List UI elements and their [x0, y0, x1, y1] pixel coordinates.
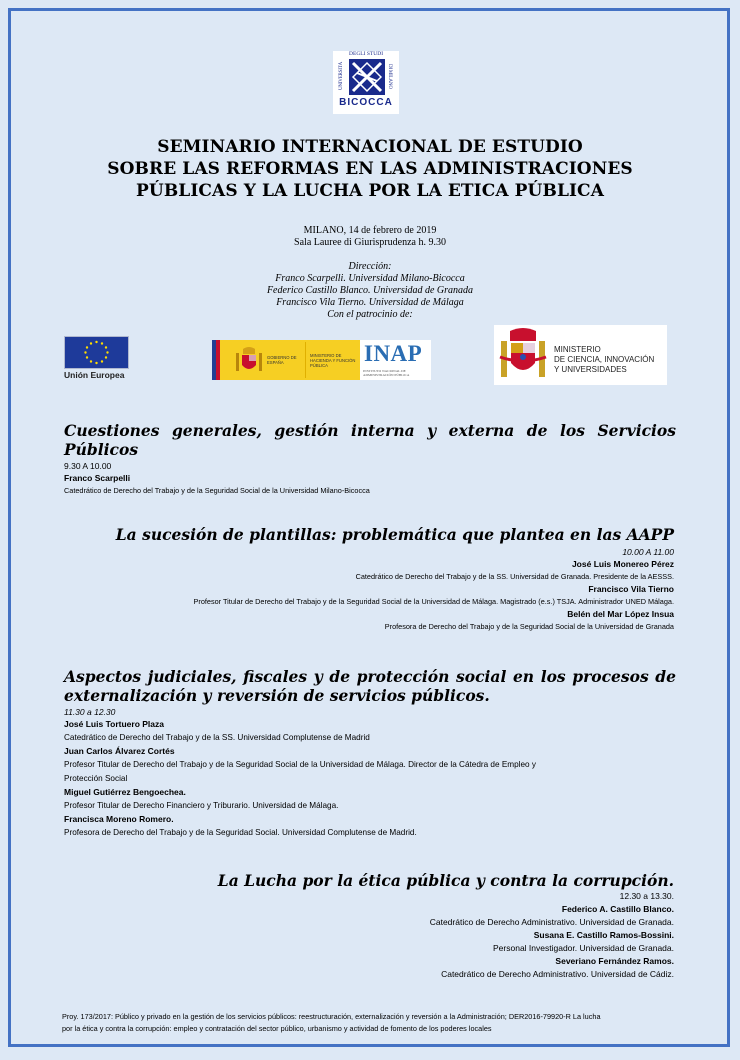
session-4-time: 12.30 a 13.30.	[619, 891, 674, 901]
university-logo	[333, 51, 399, 114]
title-line-3: PÚBLICAS Y LA LUCHA POR LA ETICA PÚBLICA	[136, 181, 604, 201]
logo-top-text: DEGLI STUDI	[349, 51, 384, 57]
speaker-role: Catedrático de Derecho del Trabajo y de la SS. Universidad Complutense de Madrid	[64, 733, 370, 742]
ministerio-hacienda-text: MINISTERIO DE HACIENDA Y FUNCIÓN PÚBLICA	[310, 353, 356, 368]
eu-flag-icon	[64, 336, 129, 369]
logo-bottom-text: BICOCCA	[339, 97, 393, 108]
speaker-role: Catedrático de Derecho del Trabajo y de la Seguridad Social de la Universidad Milano-Bicocca	[64, 486, 370, 495]
director-1: Franco Scarpelli. Universidad Milano-Bicocca	[275, 273, 465, 284]
session-1-title-line-1: Cuestiones generales, gestión interna y externa de los Servicios	[64, 421, 676, 440]
speaker-name: Francisca Moreno Romero.	[64, 814, 174, 824]
speaker-name: Francisco Vila Tierno	[588, 584, 674, 594]
ministerio-ciencia-logo	[494, 325, 667, 385]
logo-left-text: UNIVERSITÀ	[339, 62, 344, 90]
speaker-role: Profesor Titular de Derecho del Trabajo y de la Seguridad Social de la Universidad de Málaga. Magistrado (e.s.) TSJA. Administrador UNED Málaga.	[193, 597, 674, 606]
inap-subtitle: INSTITUTO NACIONAL DE ADMINISTRACIÓN PÚBLICA	[363, 369, 410, 377]
inap-word: INAP	[364, 341, 423, 366]
speaker-name: Severiano Fernández Ramos.	[555, 956, 674, 966]
speaker-name: Susana E. Castillo Ramos-Bossini.	[533, 930, 674, 940]
session-3-title-line-2: externalización y reversión de servicios públicos.	[64, 686, 490, 705]
title-line-1: SEMINARIO INTERNACIONAL DE ESTUDIO	[157, 137, 583, 157]
gobierno-text: GOBIERNO DE ESPAÑA	[267, 355, 297, 365]
footer-line-1: Proy. 173/2017: Público y privado en la gestión de los servicios públicos: reestructuración, externalización y reversión a la Administración; DER2016-79920-R La lucha	[62, 1012, 601, 1021]
speaker-name: José Luis Monereo Pérez	[571, 559, 674, 569]
session-1-time: 9.30 A 10.00	[64, 461, 112, 471]
university-emblem-icon	[349, 59, 385, 95]
sponsor-label: Con el patrocinio de:	[327, 309, 413, 320]
session-1	[64, 421, 676, 497]
speaker-role: Profesora de Derecho del Trabajo y de la Seguridad Social. Universidad Complutense de Madrid.	[64, 828, 417, 837]
speaker-name: José Luis Tortuero Plaza	[64, 719, 164, 729]
spain-coat-of-arms-icon	[498, 327, 548, 383]
seminar-title	[60, 136, 680, 202]
session-2	[64, 525, 674, 633]
venue: Sala Lauree di Giurisprudenza h. 9.30	[294, 237, 446, 248]
director-3: Francisco Vila Tierno. Universidad de Málaga	[276, 297, 464, 308]
eu-logo	[64, 336, 129, 381]
session-1-title-line-2: Públicos	[64, 440, 139, 459]
session-2-title: La sucesión de plantillas: problemática que plantea en las AAPP	[115, 525, 674, 544]
spain-coat-of-arms-icon	[234, 345, 264, 375]
speaker-role: Profesor Titular de Derecho Financiero y Triburario. Universidad de Málaga.	[64, 801, 339, 810]
eu-label: Unión Europea	[64, 370, 125, 380]
session-4	[64, 871, 674, 981]
speaker-name: Franco Scarpelli	[64, 473, 131, 483]
place-date: MILANO, 14 de febrero de 2019	[303, 225, 437, 236]
speaker-name: Belén del Mar López Insua	[567, 609, 674, 619]
inap-logo	[360, 340, 431, 380]
title-line-2: SOBRE LAS REFORMAS EN LAS ADMINISTRACIONES	[107, 159, 633, 179]
speaker-name: Federico A. Castillo Blanco.	[561, 904, 674, 914]
director-2: Federico Castillo Blanco. Universidad de Granada	[266, 285, 474, 296]
direction-label: Dirección:	[348, 261, 392, 272]
speaker-role: Profesora de Derecho del Trabajo y de la Seguridad Social de la Universidad de Granada	[384, 622, 674, 631]
session-4-title: La Lucha por la ética pública y contra la corrupción.	[217, 871, 674, 890]
speaker-name: Juan Carlos Álvarez Cortés	[64, 746, 175, 756]
speaker-role: Catedrático de Derecho Administrativo. Universidad de Granada.	[429, 917, 674, 927]
speaker-role: Personal Investigador. Universidad de Granada.	[493, 943, 674, 953]
session-3	[64, 667, 676, 840]
session-3-time: 11.30 a 12.30	[64, 707, 116, 717]
footer-note	[62, 1011, 682, 1035]
ministerio-ciencia-text: MINISTERIO DE CIENCIA, INNOVACIÓN Y UNIVERSIDADES	[554, 345, 655, 374]
speaker-role: Profesor Titular de Derecho del Trabajo y de la Seguridad Social de la Universidad de Málaga. Director de la Cátedra de Empleo y	[64, 760, 536, 769]
speaker-role-cont: Protección Social	[64, 774, 128, 783]
speaker-role: Catedrático de Derecho del Trabajo y de la SS. Universidad de Granada. Presidente de la AESSS.	[355, 572, 674, 581]
session-2-time: 10.00 A 11.00	[622, 547, 674, 557]
gobierno-inap-logo	[212, 340, 431, 380]
footer-line-2: por la ética y contra la corrupción: empleo y contratación del sector público, urbanismo y actividad de fomento de los poderes locales	[62, 1024, 492, 1033]
speaker-role: Catedrático de Derecho Administrativo. Universidad de Cádiz.	[441, 969, 674, 979]
session-3-title-line-1: Aspectos judiciales, fiscales y de protección social en los procesos de	[64, 667, 676, 686]
speaker-name: Miguel Gutiérrez Bengoechea.	[64, 787, 186, 797]
logo-right-text: DI MILANO	[387, 63, 392, 89]
